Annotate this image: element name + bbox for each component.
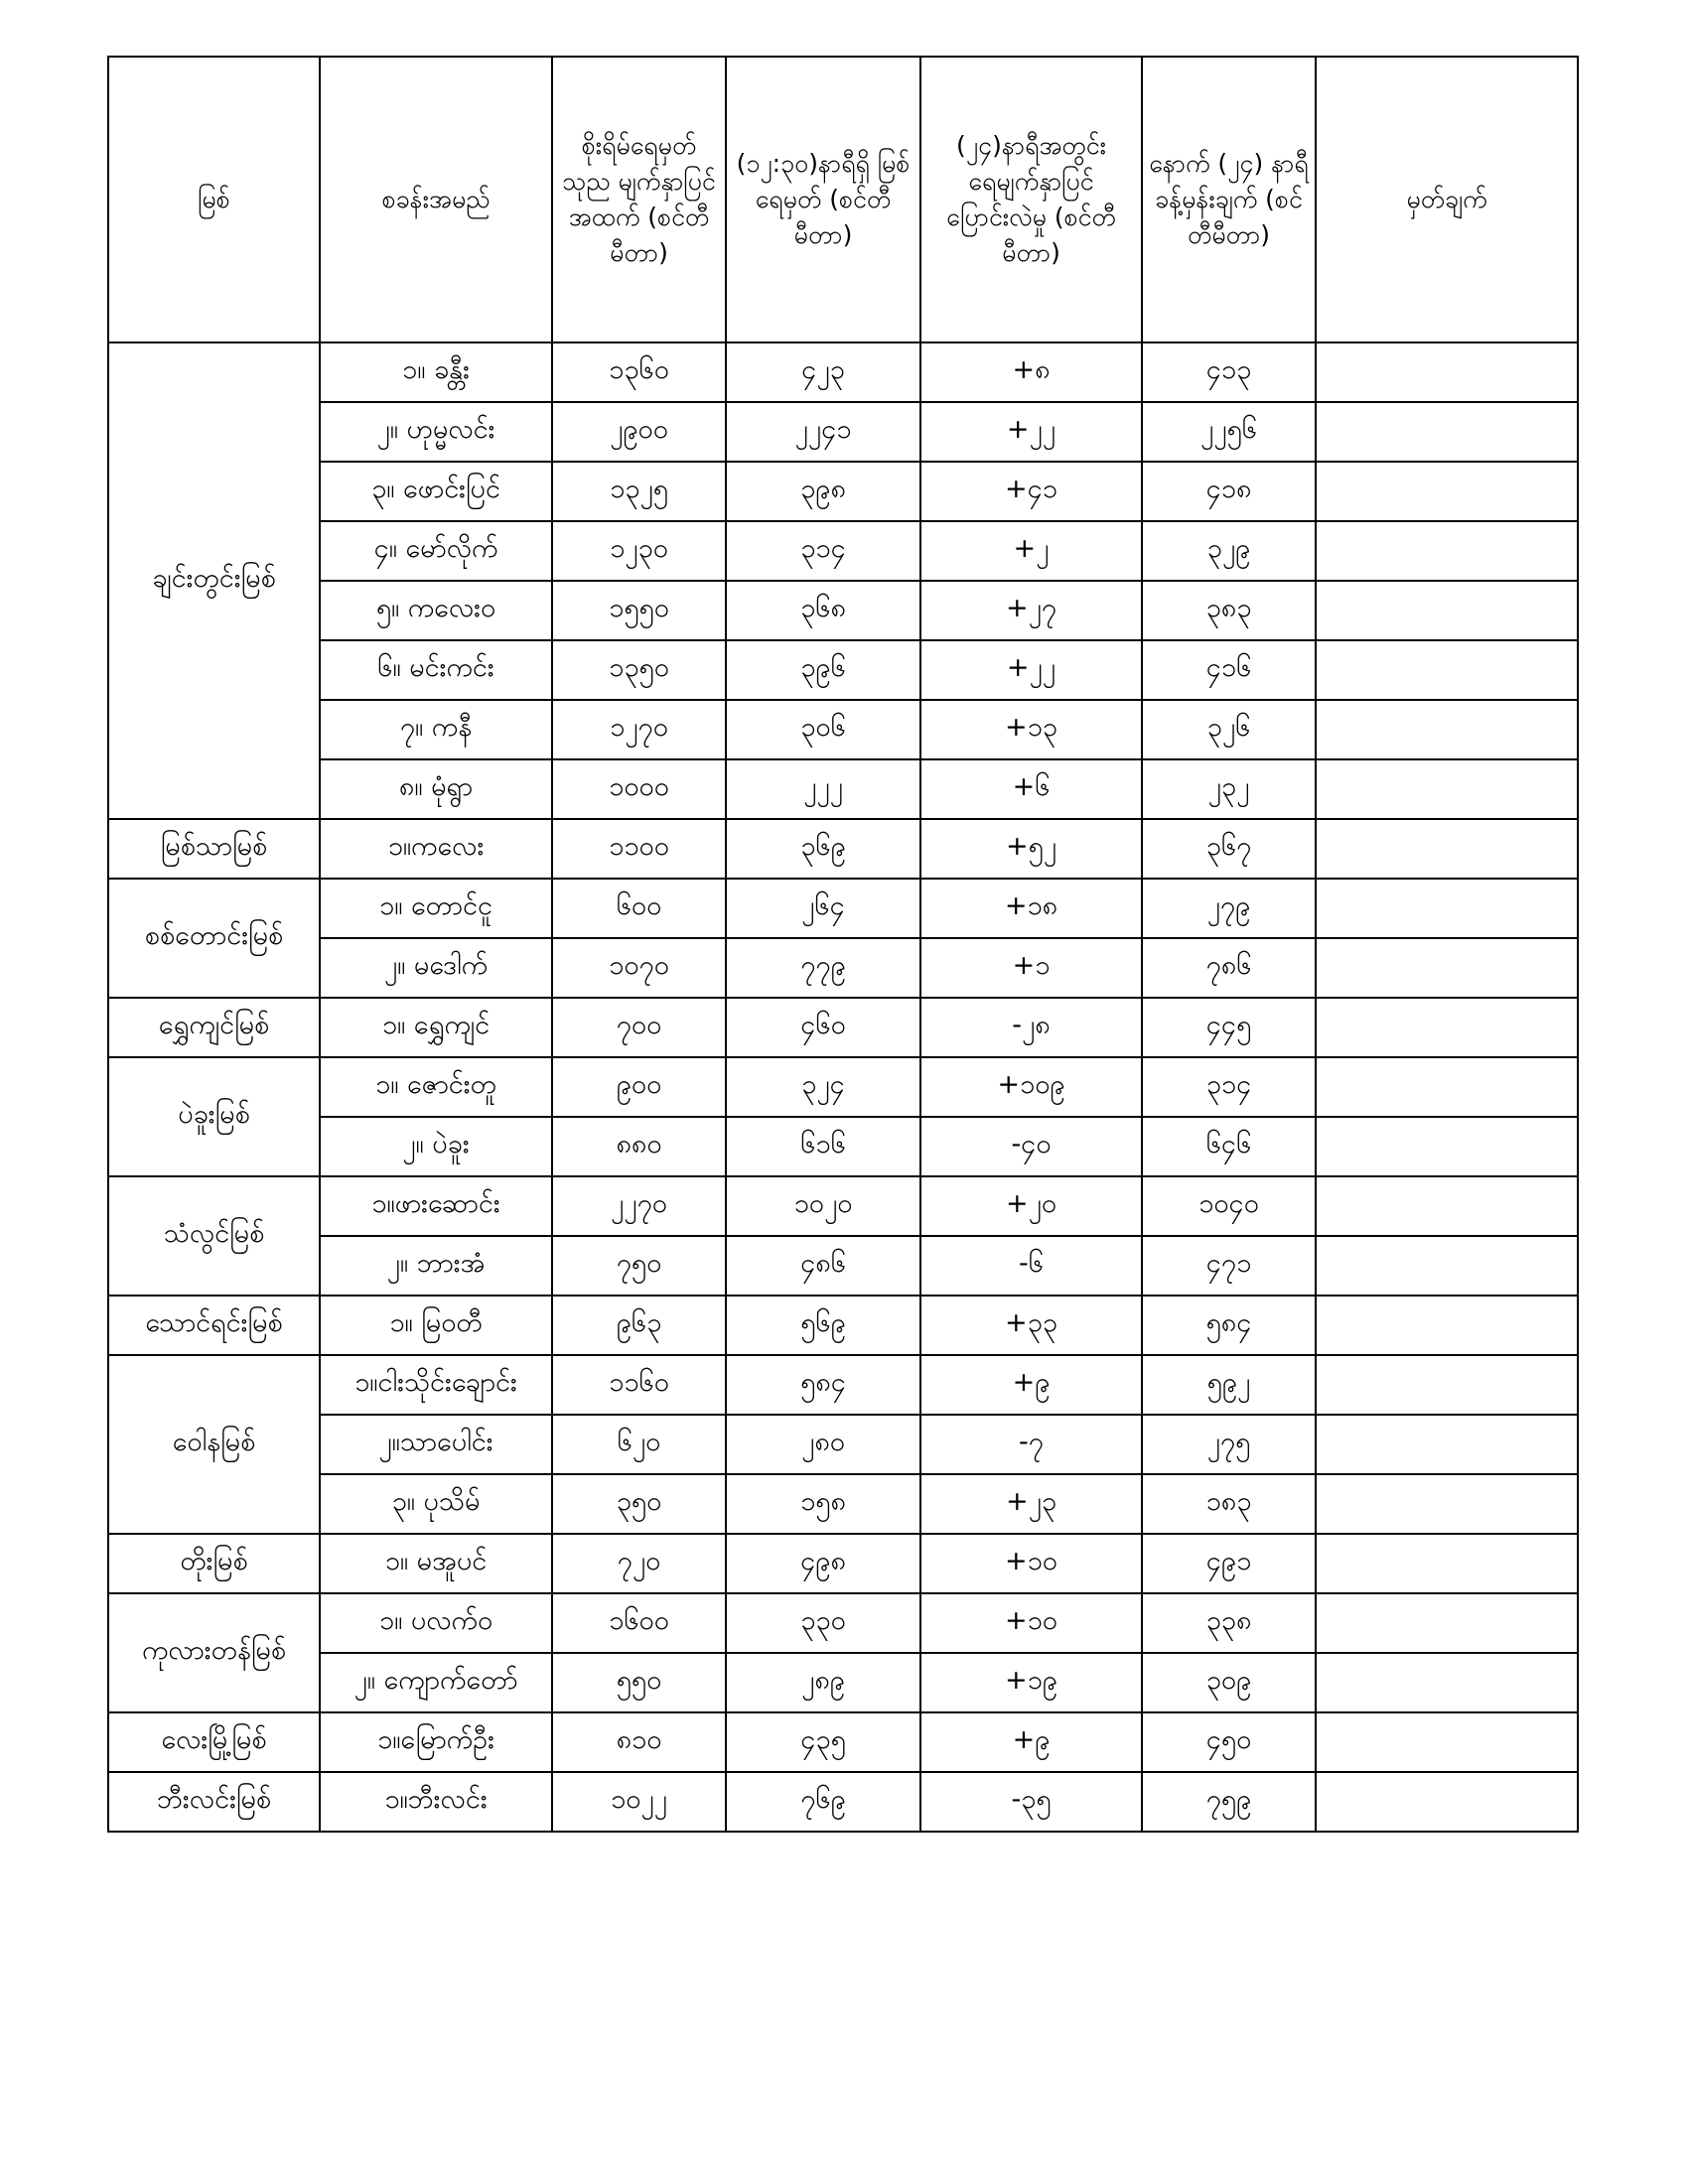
forecast-cell: ၃၂၉ (1142, 521, 1316, 581)
river-name-cell: မြစ်သာမြစ် (108, 819, 320, 879)
table-row (108, 1057, 1578, 1117)
river-name-cell: သံလွင်မြစ် (108, 1176, 320, 1296)
remark-cell (1316, 1593, 1578, 1653)
danger-level-cell: ၃၅၀ (552, 1474, 726, 1534)
current-level-cell: ၄၃၅ (726, 1712, 920, 1772)
change-cell: +၂၂ (920, 402, 1142, 462)
change-cell: +၈ (920, 342, 1142, 402)
current-level-cell: ၃၉၆ (726, 640, 920, 700)
table-row (108, 1593, 1578, 1653)
station-cell: ၂။ ဘားအံ (320, 1236, 552, 1296)
remark-cell (1316, 462, 1578, 521)
remark-cell (1316, 1772, 1578, 1832)
header-danger-level: စိုးရိမ်ရေမှတ် သုည မျက်နှာပြင် အထက် (စင်တီမီတာ) (552, 57, 726, 342)
station-cell: ၂။ ပဲခူး (320, 1117, 552, 1176)
header-station: စခန်းအမည် (320, 57, 552, 342)
table-row (108, 581, 1578, 640)
danger-level-cell: ၈၈၀ (552, 1117, 726, 1176)
forecast-cell: ၂၃၂ (1142, 759, 1316, 819)
danger-level-cell: ၂၉၀၀ (552, 402, 726, 462)
change-cell: +၉ (920, 1712, 1142, 1772)
table-row (108, 342, 1578, 402)
header-river: မြစ် (108, 57, 320, 342)
table-row (108, 462, 1578, 521)
forecast-cell: ၃၁၄ (1142, 1057, 1316, 1117)
station-cell: ၁။ မြဝတီ (320, 1296, 552, 1355)
station-cell: ၁။ ဇောင်းတူ (320, 1057, 552, 1117)
change-cell: +၂၂ (920, 640, 1142, 700)
station-cell: ၄။ မော်လိုက် (320, 521, 552, 581)
danger-level-cell: ၁၂၃၀ (552, 521, 726, 581)
current-level-cell: ၃၆၈ (726, 581, 920, 640)
forecast-cell: ၇၅၉ (1142, 1772, 1316, 1832)
change-cell: +၁၉ (920, 1653, 1142, 1712)
remark-cell (1316, 879, 1578, 938)
danger-level-cell: ၆၂၀ (552, 1415, 726, 1474)
current-level-cell: ၇၇၉ (726, 938, 920, 998)
remark-cell (1316, 1415, 1578, 1474)
header-forecast: နောက် (၂၄) နာရီ ခန့်မှန်းချက် (စင်တီမီတာ) (1142, 57, 1316, 342)
remark-cell (1316, 1474, 1578, 1534)
danger-level-cell: ၇၂၀ (552, 1534, 726, 1593)
change-cell: -၇ (920, 1415, 1142, 1474)
forecast-cell: ၂၇၉ (1142, 879, 1316, 938)
table-row (108, 1474, 1578, 1534)
remark-cell (1316, 1236, 1578, 1296)
forecast-cell: ၃၈၃ (1142, 581, 1316, 640)
station-cell: ၇။ ကနီ (320, 700, 552, 759)
remark-cell (1316, 1296, 1578, 1355)
forecast-cell: ၃၀၉ (1142, 1653, 1316, 1712)
table-row (108, 1296, 1578, 1355)
forecast-cell: ၁၀၄၀ (1142, 1176, 1316, 1236)
danger-level-cell: ၉၀၀ (552, 1057, 726, 1117)
remark-cell (1316, 819, 1578, 879)
table-row (108, 819, 1578, 879)
station-cell: ၁။ ပလက်ဝ (320, 1593, 552, 1653)
danger-level-cell: ၇၅၀ (552, 1236, 726, 1296)
change-cell: +၂၇ (920, 581, 1142, 640)
header-row (108, 57, 1578, 342)
station-cell: ၁။ ရွှေကျင် (320, 998, 552, 1057)
change-cell: +၂၃ (920, 1474, 1142, 1534)
station-cell: ၁။ငါးသိုင်းချောင်း (320, 1355, 552, 1415)
table-row (108, 1236, 1578, 1296)
remark-cell (1316, 1653, 1578, 1712)
header-remarks: မှတ်ချက် (1316, 57, 1578, 342)
forecast-cell: ၄၉၁ (1142, 1534, 1316, 1593)
remark-cell (1316, 700, 1578, 759)
current-level-cell: ၄၈၆ (726, 1236, 920, 1296)
station-cell: ၁။ ခန္တီး (320, 342, 552, 402)
remark-cell (1316, 640, 1578, 700)
current-level-cell: ၄၂၃ (726, 342, 920, 402)
table-row (108, 1117, 1578, 1176)
change-cell: +၁၀၉ (920, 1057, 1142, 1117)
table-row (108, 1355, 1578, 1415)
danger-level-cell: ၅၅၀ (552, 1653, 726, 1712)
header-current-level: (၁၂:၃၀)နာရီရှိ မြစ်ရေမှတ် (စင်တီမီတာ) (726, 57, 920, 342)
station-cell: ၆။ မင်းကင်း (320, 640, 552, 700)
table-row (108, 1176, 1578, 1236)
forecast-cell: ၄၁၈ (1142, 462, 1316, 521)
change-cell: +၉ (920, 1355, 1142, 1415)
danger-level-cell: ၆၀၀ (552, 879, 726, 938)
danger-level-cell: ၁၅၅၀ (552, 581, 726, 640)
current-level-cell: ၂၂၄၁ (726, 402, 920, 462)
current-level-cell: ၃၆၉ (726, 819, 920, 879)
forecast-cell: ၁၈၃ (1142, 1474, 1316, 1534)
danger-level-cell: ၁၆၀၀ (552, 1593, 726, 1653)
remark-cell (1316, 1712, 1578, 1772)
table-row (108, 1712, 1578, 1772)
table-row (108, 998, 1578, 1057)
table-row (108, 521, 1578, 581)
change-cell: -၃၅ (920, 1772, 1142, 1832)
table-body (108, 342, 1578, 1832)
change-cell: +၂ (920, 521, 1142, 581)
river-name-cell: ပဲခူးမြစ် (108, 1057, 320, 1176)
station-cell: ၁။ မအူပင် (320, 1534, 552, 1593)
river-level-table (107, 56, 1579, 1833)
change-cell: -၆ (920, 1236, 1142, 1296)
forecast-cell: ၄၇၁ (1142, 1236, 1316, 1296)
station-cell: ၁။ တောင်ငူ (320, 879, 552, 938)
remark-cell (1316, 581, 1578, 640)
change-cell: +၄၁ (920, 462, 1142, 521)
river-name-cell: လေးမြို့မြစ် (108, 1712, 320, 1772)
danger-level-cell: ၁၃၂၅ (552, 462, 726, 521)
change-cell: +၁၈ (920, 879, 1142, 938)
remark-cell (1316, 521, 1578, 581)
danger-level-cell: ၂၂၇၀ (552, 1176, 726, 1236)
danger-level-cell: ၁၁၀၀ (552, 819, 726, 879)
remark-cell (1316, 1355, 1578, 1415)
change-cell: +၃၃ (920, 1296, 1142, 1355)
change-cell: +၅၂ (920, 819, 1142, 879)
table-row (108, 640, 1578, 700)
station-cell: ၂။သာပေါင်း (320, 1415, 552, 1474)
table-row (108, 759, 1578, 819)
river-name-cell: စစ်တောင်းမြစ် (108, 879, 320, 998)
forecast-cell: ၇၈၆ (1142, 938, 1316, 998)
danger-level-cell: ၁၀၇၀ (552, 938, 726, 998)
forecast-cell: ၆၄၆ (1142, 1117, 1316, 1176)
forecast-cell: ၂၇၅ (1142, 1415, 1316, 1474)
remark-cell (1316, 759, 1578, 819)
current-level-cell: ၄၆၀ (726, 998, 920, 1057)
station-cell: ၃။ ပုသိမ် (320, 1474, 552, 1534)
station-cell: ၁။မြောက်ဦး (320, 1712, 552, 1772)
remark-cell (1316, 1534, 1578, 1593)
danger-level-cell: ၁၂၇၀ (552, 700, 726, 759)
change-cell: +၁ (920, 938, 1142, 998)
river-name-cell: ရွှေကျင်မြစ် (108, 998, 320, 1057)
table-row (108, 700, 1578, 759)
forecast-cell: ၃၃၈ (1142, 1593, 1316, 1653)
current-level-cell: ၆၁၆ (726, 1117, 920, 1176)
change-cell: +၆ (920, 759, 1142, 819)
change-cell: -၂၈ (920, 998, 1142, 1057)
remark-cell (1316, 938, 1578, 998)
station-cell: ၂။ ကျောက်တော် (320, 1653, 552, 1712)
change-cell: -၄၀ (920, 1117, 1142, 1176)
station-cell: ၅။ ကလေးဝ (320, 581, 552, 640)
current-level-cell: ၂၈၀ (726, 1415, 920, 1474)
current-level-cell: ၃၃၀ (726, 1593, 920, 1653)
forecast-cell: ၃၆၇ (1142, 819, 1316, 879)
current-level-cell: ၃၉၈ (726, 462, 920, 521)
station-cell: ၁။ဖားဆောင်း (320, 1176, 552, 1236)
river-name-cell: ကုလားတန်မြစ် (108, 1593, 320, 1712)
remark-cell (1316, 1117, 1578, 1176)
forecast-cell: ၅၈၄ (1142, 1296, 1316, 1355)
danger-level-cell: ၇၀၀ (552, 998, 726, 1057)
remark-cell (1316, 1057, 1578, 1117)
table-row (108, 1415, 1578, 1474)
table-row (108, 402, 1578, 462)
station-cell: ၃။ ဖောင်းပြင် (320, 462, 552, 521)
current-level-cell: ၁၅၈ (726, 1474, 920, 1534)
remark-cell (1316, 342, 1578, 402)
change-cell: +၁၀ (920, 1593, 1142, 1653)
forecast-cell: ၄၄၅ (1142, 998, 1316, 1057)
danger-level-cell: ၁၀၀၀ (552, 759, 726, 819)
change-cell: +၁၃ (920, 700, 1142, 759)
table-row (108, 879, 1578, 938)
table-row (108, 1653, 1578, 1712)
table-row (108, 938, 1578, 998)
current-level-cell: ၂၆၄ (726, 879, 920, 938)
current-level-cell: ၃၂၄ (726, 1057, 920, 1117)
current-level-cell: ၅၆၉ (726, 1296, 920, 1355)
table-row (108, 1534, 1578, 1593)
remark-cell (1316, 998, 1578, 1057)
current-level-cell: ၃၀၆ (726, 700, 920, 759)
remark-cell (1316, 1176, 1578, 1236)
change-cell: +၂၀ (920, 1176, 1142, 1236)
danger-level-cell: ၁၃၆၀ (552, 342, 726, 402)
forecast-cell: ၄၁၆ (1142, 640, 1316, 700)
river-name-cell: သောင်ရင်းမြစ် (108, 1296, 320, 1355)
danger-level-cell: ၈၁၀ (552, 1712, 726, 1772)
remark-cell (1316, 402, 1578, 462)
forecast-cell: ၅၉၂ (1142, 1355, 1316, 1415)
danger-level-cell: ၉၆၃ (552, 1296, 726, 1355)
current-level-cell: ၁၀၂၀ (726, 1176, 920, 1236)
danger-level-cell: ၁၁၆၀ (552, 1355, 726, 1415)
current-level-cell: ၃၁၄ (726, 521, 920, 581)
danger-level-cell: ၁၃၅၀ (552, 640, 726, 700)
station-cell: ၈။ မုံရွာ (320, 759, 552, 819)
current-level-cell: ၇၆၉ (726, 1772, 920, 1832)
forecast-cell: ၄၁၃ (1142, 342, 1316, 402)
station-cell: ၂။ ဟုမ္မလင်း (320, 402, 552, 462)
danger-level-cell: ၁၀၂၂ (552, 1772, 726, 1832)
station-cell: ၂။ မဒေါက် (320, 938, 552, 998)
river-name-cell: ဘီးလင်းမြစ် (108, 1772, 320, 1832)
river-name-cell: တိုးမြစ် (108, 1534, 320, 1593)
river-name-cell: ဝေါနမြစ် (108, 1355, 320, 1534)
table-row (108, 1772, 1578, 1832)
forecast-cell: ၄၅၀ (1142, 1712, 1316, 1772)
forecast-cell: ၂၂၅၆ (1142, 402, 1316, 462)
river-name-cell: ချင်းတွင်းမြစ် (108, 342, 320, 819)
header-24h-change: (၂၄)နာရီအတွင်း ရေမျက်နှာပြင် ပြောင်းလဲမှု (စင်တီမီတာ) (920, 57, 1142, 342)
current-level-cell: ၂၂၂ (726, 759, 920, 819)
forecast-cell: ၃၂၆ (1142, 700, 1316, 759)
current-level-cell: ၂၈၉ (726, 1653, 920, 1712)
station-cell: ၁။ဘီးလင်း (320, 1772, 552, 1832)
change-cell: +၁၀ (920, 1534, 1142, 1593)
station-cell: ၁။ကလေး (320, 819, 552, 879)
current-level-cell: ၄၉၈ (726, 1534, 920, 1593)
current-level-cell: ၅၈၄ (726, 1355, 920, 1415)
